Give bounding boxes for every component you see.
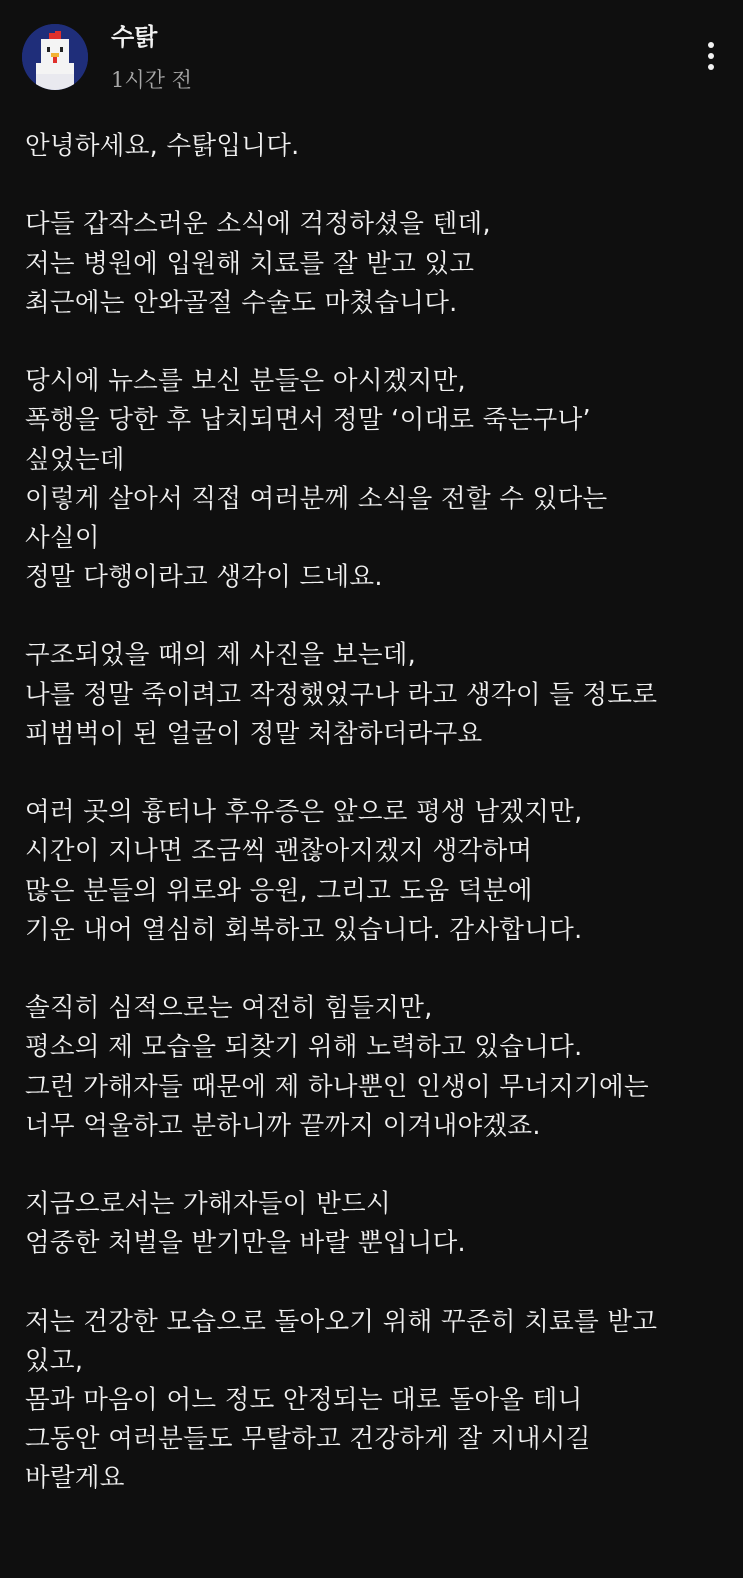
post-text-line: 나를 정말 죽이려고 작정했었구나 라고 생각이 들 정도로: [25, 679, 658, 710]
post-text-line: 피범벅이 된 얼굴이 정말 처참하더라구요: [25, 718, 483, 749]
post-text-line: 지금으로서는 가해자들이 반드시: [25, 1189, 391, 1220]
post-text-line: 저는 건강한 모습으로 돌아오기 위해 꾸준히 치료를 받고: [25, 1306, 658, 1337]
post-text-line: 싶었는데: [25, 444, 125, 475]
post-text-line: 정말 다행이라고 생각이 드네요.: [25, 562, 383, 593]
menu-dot: [708, 53, 714, 59]
post-text-line: 여러 곳의 흉터나 후유증은 앞으로 평생 남겠지만,: [25, 797, 583, 828]
paragraph-break: [25, 323, 725, 362]
menu-dot: [708, 64, 714, 70]
more-vertical-icon[interactable]: [696, 34, 726, 78]
post-text-line: 구조되었을 때의 제 사진을 보는데,: [25, 640, 417, 671]
paragraph-break: [25, 1146, 725, 1185]
post-text-line: 저는 병원에 입원해 치료를 잘 받고 있고: [25, 248, 475, 279]
post-text-line: 평소의 제 모습을 되찾기 위해 노력하고 있습니다.: [25, 1032, 583, 1063]
rooster-avatar-icon[interactable]: [22, 24, 88, 90]
paragraph-break: [25, 166, 725, 205]
post-text-line: 바랄게요: [25, 1463, 125, 1494]
post-text-line: 많은 분들의 위로와 응원, 그리고 도움 덕분에: [25, 875, 533, 906]
post-text-line: 안녕하세요, 수탉입니다.: [25, 131, 300, 161]
post-text-line: 그동안 여러분들도 무탈하고 건강하게 잘 지내시길: [25, 1424, 591, 1455]
post-text-line: 엄중한 처벌을 받기만을 바랄 뿐입니다.: [25, 1228, 466, 1259]
paragraph-break: [25, 754, 725, 793]
post-text-line: 폭행을 당한 후 납치되면서 정말 ‘이대로 죽는구나’: [25, 405, 591, 436]
post-text-line: 당시에 뉴스를 보신 분들은 아시겠지만,: [25, 366, 466, 397]
post-body: [25, 127, 725, 1499]
paragraph-break: [25, 950, 725, 989]
post-text-line: 다들 갑작스러운 소식에 걱정하셨을 텐데,: [25, 209, 491, 240]
post-text-line: 그런 가해자들 때문에 제 하나뿐인 인생이 무너지기에는: [25, 1071, 649, 1102]
post-text-line: 기운 내어 열심히 회복하고 있습니다. 감사합니다.: [25, 914, 583, 945]
post-text-line: 있고,: [25, 1345, 84, 1376]
post-text-line: 최근에는 안와골절 수술도 마쳤습니다.: [25, 287, 458, 318]
post-text-line: 사실이: [25, 522, 100, 553]
paragraph-break: [25, 1263, 725, 1302]
post-header: [0, 0, 743, 110]
post-text-line: 솔직히 심적으로는 여전히 힘들지만,: [25, 993, 433, 1024]
paragraph-break: [25, 597, 725, 636]
post-text-line: 이렇게 살아서 직접 여러분께 소식을 전할 수 있다는: [25, 483, 608, 514]
menu-dot: [708, 42, 714, 48]
channel-name[interactable]: 수탉: [111, 23, 158, 51]
post-text-line: 너무 억울하고 분하니까 끝까지 이겨내야겠죠.: [25, 1110, 541, 1141]
post-timestamp: 1시간 전: [111, 68, 192, 92]
post-text-line: 시간이 지나면 조금씩 괜찮아지겠지 생각하며: [25, 836, 533, 867]
post-text-line: 몸과 마음이 어느 정도 안정되는 대로 돌아올 테니: [25, 1385, 583, 1415]
